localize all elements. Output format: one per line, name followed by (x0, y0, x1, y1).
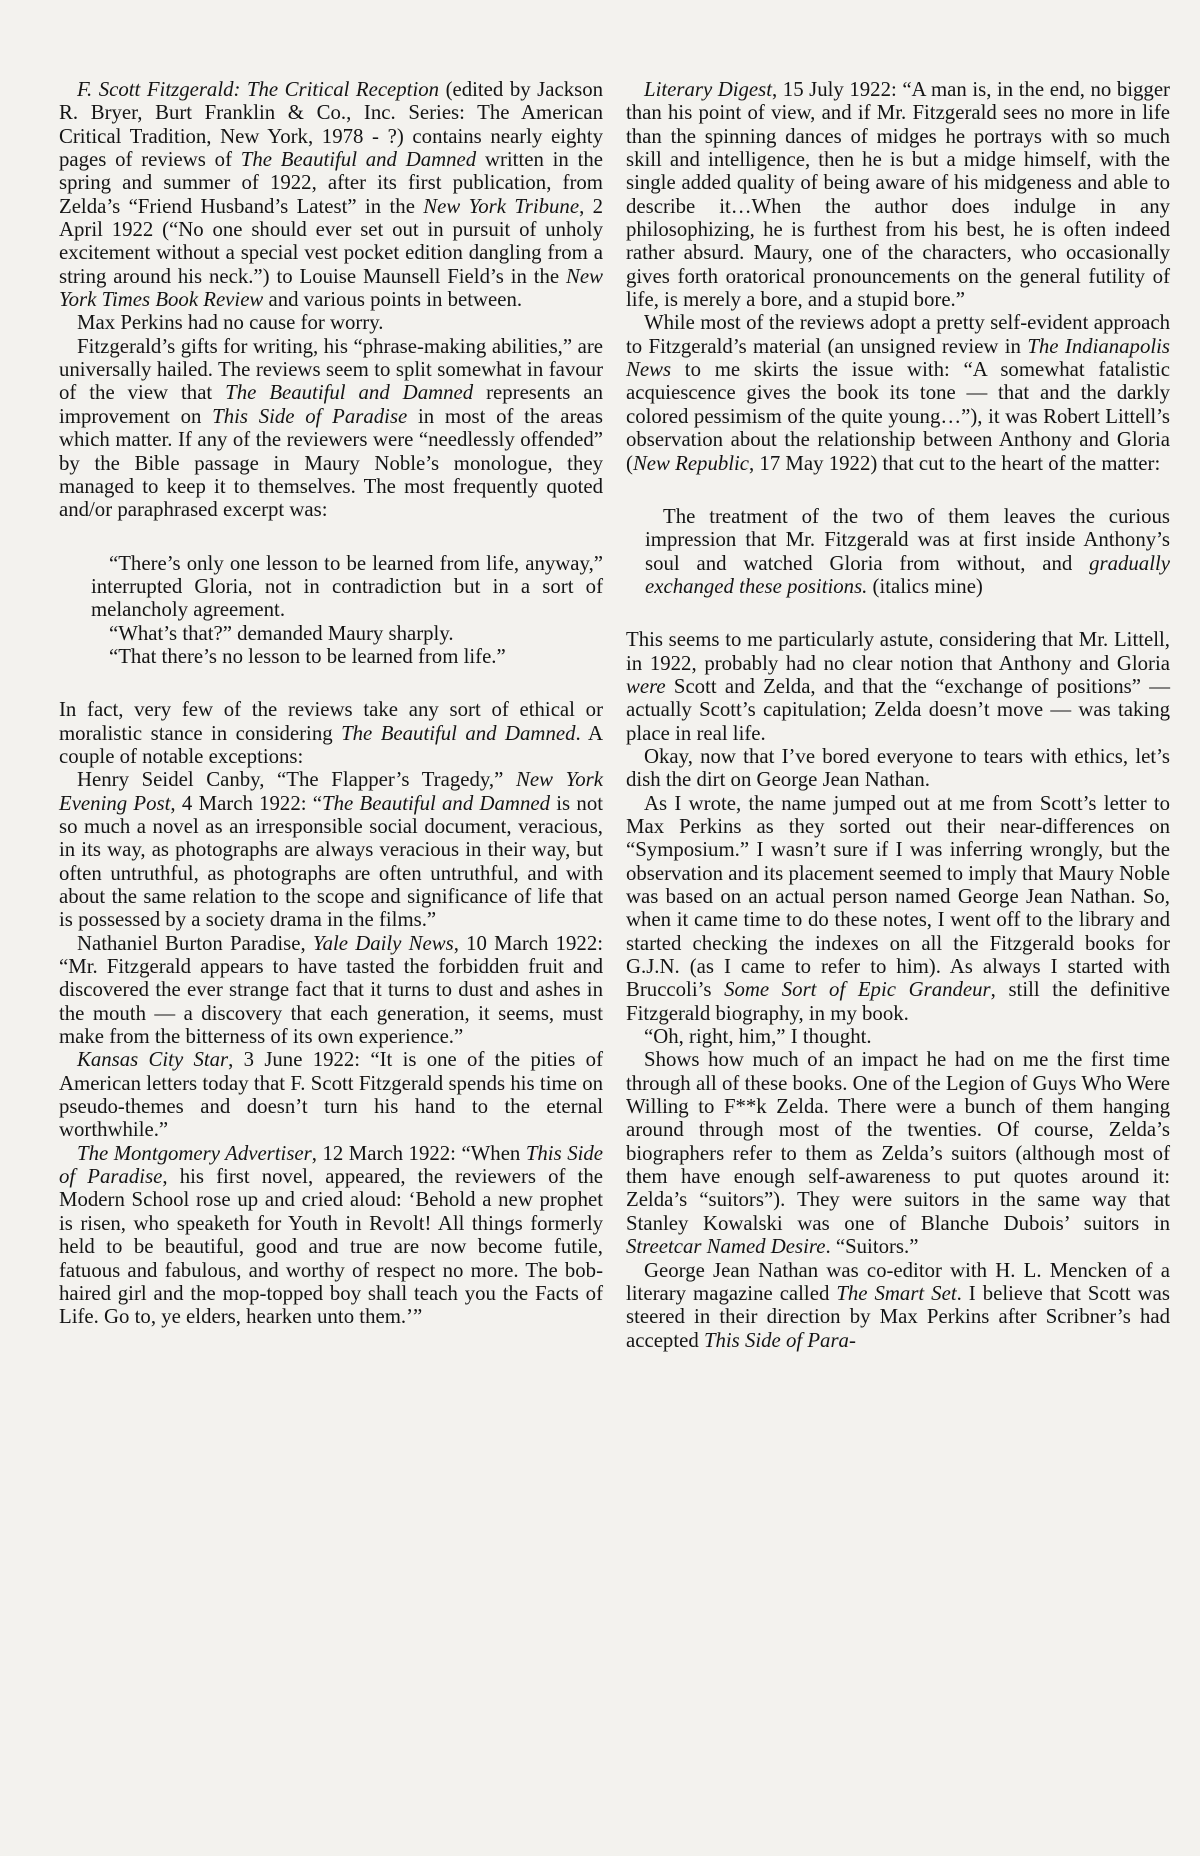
paragraph (626, 78, 1170, 311)
publication-title: New Republic (632, 451, 750, 475)
paragraph (59, 768, 603, 931)
text-run: (edited by Jackson R. Bryer, Burt Franklin & Co., Inc. Series: The American Critical Tradition, New York, 1978 - ?) contains nearly eighty pages of reviews of (59, 78, 603, 172)
paragraph (59, 698, 603, 768)
text-run: , 3 June 1922: “It is one of the pities of American letters today that F. Scott Fitzgerald spends his time on pseudo-themes and doesn’t turn his hand to the eternal worthwhile.” (59, 1048, 604, 1142)
text-run: . “Suitors.” (825, 1235, 919, 1259)
book-title: This Side of Para- (703, 1328, 856, 1352)
quote-line: “What’s that?” demanded Maury sharply. (109, 621, 454, 645)
publication-title: The Indianapolis News (626, 334, 1170, 382)
text-run: Scott and Zelda, and that the “exchange of positions” — actually Scott’s capitulation; Zelda doesn’t move — was taking place in real life. (626, 674, 1170, 745)
text-run: , 2 April 1922 (“No one should ever set out in pursuit of unholy excitement without a special vest pocket edition dangling from a string around his neck.”) to Louise Maunsell Field’s in the (59, 194, 604, 288)
paragraph (59, 932, 603, 1049)
publication-title: Kansas City Star (77, 1048, 229, 1072)
text-run: , 12 March 1922: “When (311, 1141, 526, 1165)
text-run: The treatment of the two of them leaves the curious impression that Mr. Fitzgerald was at first inside Anthony’s soul and watched Gloria from without, and (645, 504, 1170, 575)
text-run: in most of the areas which matter. If any of the reviewers were “needlessly offended” by the Bible passage in Maury Noble’s monologue, they managed to keep it to themselves. The most frequently quoted and/or paraphrased excerpt was: (59, 404, 603, 522)
text-run: and various points in between. (263, 288, 523, 312)
paragraph (626, 792, 1170, 1025)
publication-title: Yale Daily News (312, 931, 454, 955)
text-run: , 17 May 1922) that cut to the heart of the matter: (749, 451, 1161, 475)
book-title: The Beautiful and Damned (225, 381, 474, 405)
text-run: , still the definitive Fitzgerald biography, in my book. (626, 978, 1170, 1025)
text-run: While most of the reviews adopt a pretty self-evident approach to Fitzgerald’s material (an unsigned review in (626, 311, 1170, 358)
text-run: . A couple of notable exceptions: (59, 721, 603, 768)
publication-title: New York Evening Post (59, 768, 603, 815)
text-run: , 15 July 1922: “A man is, in the end, no bigger than his point of view, and if Mr. Fitzgerald sees no more in life than the spinning dances of midges he portrays with so much skill and intelligence, then he is but a midge himself, with the single added quality of being aware of his midgeness and able to describe it…When the author does indulge in any philosophizing, he is furthest from his best, he is often indeed rather absurd. Maury, one of the characters, who occasionally gives forth oratorical pronouncements on the general futility of life, is merely a bore, and a stupid bore.” (626, 78, 1170, 312)
quote-line: “That there’s no lesson to be learned from life.” (109, 644, 506, 668)
text-run: Henry Seidel Canby, “The Flapper’s Tragedy,” (77, 768, 516, 792)
book-title: Streetcar Named Desire (626, 1235, 826, 1259)
paragraph (59, 78, 603, 311)
left-column (59, 78, 603, 1329)
book-title: This Side of Paradise (212, 404, 408, 428)
publication-title: The Smart Set (836, 1281, 957, 1305)
book-title: This Side of Paradise (59, 1141, 603, 1189)
text-run: In fact, very few of the reviews take any sort of ethical or moralistic stance in considering (59, 698, 603, 745)
paragraph (59, 335, 603, 522)
emphasis: gradually exchanged these positions. (645, 551, 1170, 598)
paragraph: Max Perkins had no cause for worry. (77, 311, 384, 335)
quote-line: “There’s only one lesson to be learned from life, anyway,” interrupted Gloria, not in contradiction but in a sort of melancholy agreement. (91, 551, 603, 622)
emphasis: were (626, 674, 666, 698)
text-run: This seems to me particularly astute, considering that Mr. Littell, in 1922, probably had no clear notion that Anthony and Gloria (626, 628, 1170, 675)
text-run: Nathaniel Burton Paradise, (77, 931, 313, 955)
book-title: The Beautiful and Damned (240, 148, 477, 172)
paragraph: “Oh, right, him,” I thought. (644, 1025, 872, 1049)
book-title: The Beautiful and Damned (341, 721, 576, 745)
right-column (626, 78, 1170, 1352)
text-run: . I believe that Scott was steered in their direction by Max Perkins after Scribner’s had accepted (626, 1281, 1170, 1352)
text-run: , 4 March 1922: “ (170, 791, 323, 815)
text-run: George Jean Nathan was co-editor with H. L. Mencken of a literary magazine called (626, 1258, 1170, 1305)
publication-title: The Montgomery Advertiser (77, 1141, 312, 1165)
excerpt-quote (91, 552, 603, 669)
publication-title: New York Tribune (423, 194, 580, 218)
text-run: to me skirts the issue with: “A somewhat fatalistic acquiescence gives the book its tone — that and the darkly colored pessimism of the quite young…”), it was Robert Littell’s observation about the relationship between Anthony and Gloria ( (626, 358, 1170, 475)
book-title: Some Sort of Epic Grandeur (724, 978, 991, 1002)
paragraph (59, 1048, 603, 1141)
paragraph (626, 628, 1170, 745)
book-title: F. Scott Fitzgerald: The Critical Reception (77, 78, 440, 101)
text-run: written in the spring and summer of 1922, after its first publication, from Zelda’s “Friend Husband’s Latest” in the (59, 148, 603, 218)
paragraph (59, 1142, 603, 1329)
text-run: As I wrote, the name jumped out at me from Scott’s letter to Max Perkins as they sorted out their near-differences on “Symposium.” I wasn’t sure if I was inferring wrongly, but the observation and its placement seemed to imply that Maury Noble was based on an actual person named George Jean Nathan. So, when it came time to do these notes, I went off to the library and started checking the indexes on all the Fitzgerald books for G.J.N. (as I came to refer to him). As always I started with Bruccoli’s (626, 791, 1170, 1002)
paragraph (626, 311, 1170, 474)
paragraph (626, 1048, 1170, 1258)
text-run: is not so much a novel as an irresponsible social document, veracious, in its way, as photographs are always veracious in their way, but often untruthful, as photographs are often untruthful, and with about the same relation to the scope and significance of life that is possessed by a society drama in the films.” (59, 791, 603, 932)
text-run: Shows how much of an impact he had on me the first time through all of these books. One of the Legion of Guys Who Were Willing to F**k Zelda. There were a bunch of them hanging around through most of the twenties. Of course, Zelda’s biographers refer to them as Zelda’s suitors (although most of them have enough self-awareness to put quotes around it: Zelda’s “suitors”). They were suitors in the same way that Stanley Kowalski was one of Blanche Dubois’ suitors in (626, 1048, 1170, 1235)
text-run: represents an improvement on (59, 381, 603, 428)
littell-quote (645, 505, 1170, 598)
text-run: , his first novel, appeared, the reviewers of the Modern School rose up and cried aloud: ‘Behold a new prophet is risen, who speaketh for Youth in Revolt! All things formerly held to be beautiful, good and true are now become futile, fatuous and fabulous, and worthy of respect no more. The bob-haired girl and the mop-topped boy shall teach you the Facts of Life. Go to, ye elders, hearken unto them.’” (59, 1165, 603, 1329)
text-run: Fitzgerald’s gifts for writing, his “phrase-making abilities,” are universally hailed. The reviews seem to split somewhat in favour of the view that (59, 334, 603, 405)
paragraph (626, 1259, 1170, 1352)
publication-title: Literary Digest (644, 78, 773, 101)
publication-title: New York Times Book Review (59, 264, 603, 312)
text-run: (italics mine) (867, 574, 983, 598)
paragraph: Okay, now that I’ve bored everyone to tears with ethics, let’s dish the dirt on George Jean Nathan. (626, 744, 1170, 792)
text-run: , 10 March 1922: “Mr. Fitzgerald appears to have tasted the forbidden fruit and discovered the ever strange fact that it turns to dust and ashes in the mouth — a discovery that each generation, it seems, must make from the bitterness of its own experience.” (59, 931, 603, 1049)
book-title: The Beautiful and Damned (322, 791, 550, 815)
